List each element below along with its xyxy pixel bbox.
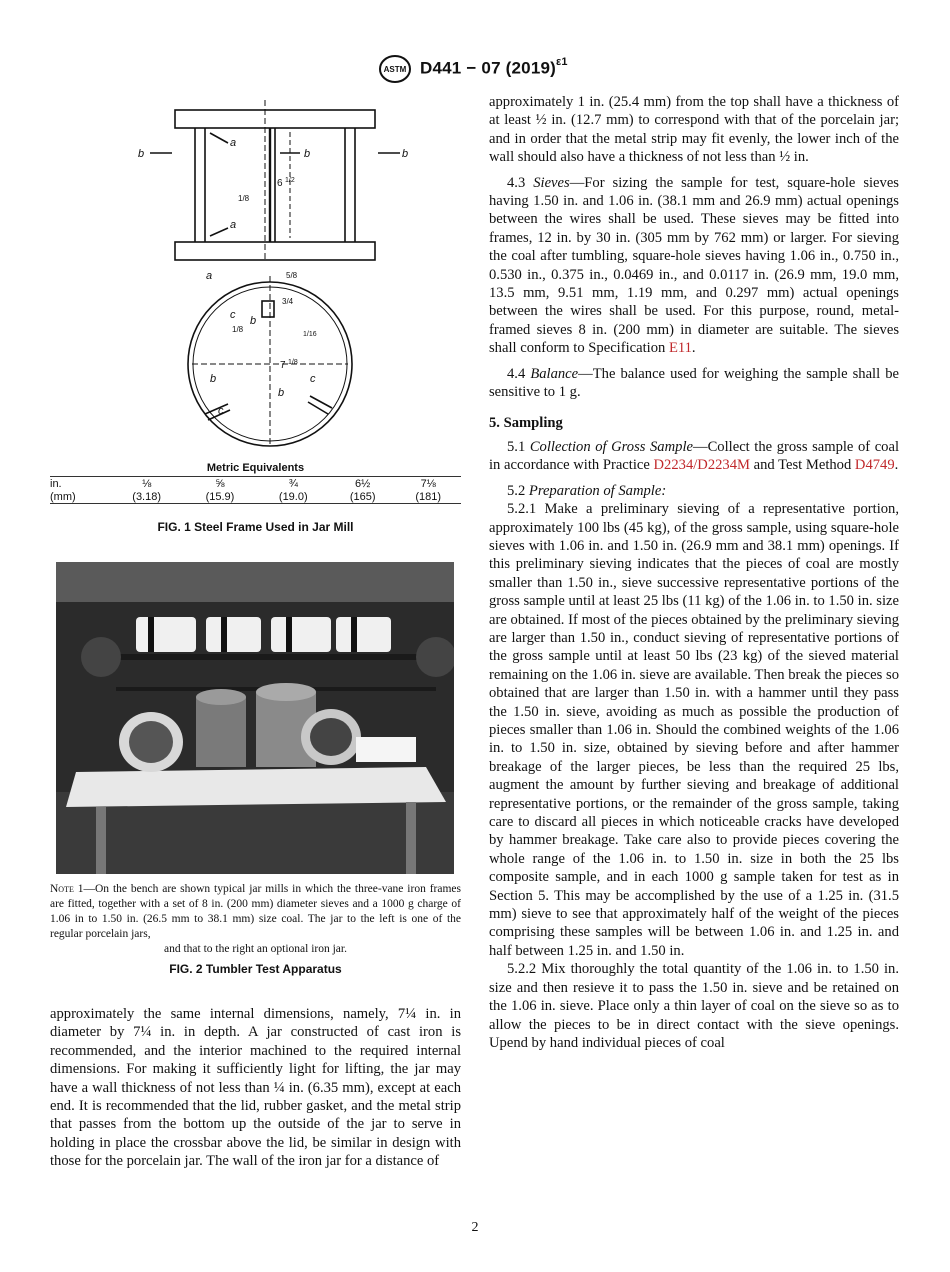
svg-text:ASTM: ASTM — [383, 65, 407, 74]
figure-2-caption: FIG. 2 Tumbler Test Apparatus — [169, 962, 342, 976]
section-4-4: 4.4 Balance—The balance used for weighing the sample shall be sensitive to 1 g. — [489, 365, 899, 401]
metric-equivalents-title: Metric Equivalents — [206, 462, 305, 474]
page-header — [0, 54, 950, 84]
note-last-line: and that to the right an optional iron jar. — [163, 943, 347, 955]
svg-text:1/8: 1/8 — [288, 359, 298, 366]
tumbler-apparatus-photo — [56, 562, 454, 874]
page-number: 2 — [471, 1220, 479, 1235]
svg-text:c: c — [310, 373, 316, 385]
svg-text:a: a — [206, 270, 213, 282]
link-d2234[interactable]: D2234/D2234M — [653, 457, 750, 474]
svg-text:b: b — [138, 148, 145, 160]
figure-1-steel-frame-drawing — [110, 96, 440, 462]
section-4-3: 4.3 Sieves—For sizing the sample for test, square-hole sieves having 1.50 in. and 1.06 in. (38.1 mm and 26.9 mm) actual openings between the wires shall be used. These sieves may be fitted into frames, 12 in. by 30 in. (305 mm by 762 mm) or larger. For sieving the coal after tumbling, square-hole sieves having 1.06 in., 0.750 in., 0.530 in., 0.375 in., 0.0469 in., and 0.0117 in. (26.9 mm, 19.0 mm, 13.5 mm, 9.51 mm, 1.19 mm, and 0.297 mm) actual openings between the wires shall be used. For this purpose, round, metal-framed sieves 8 in. (200 mm) in diameter are suitable. The sieves shall conform to Specification E11. — [489, 174, 899, 357]
svg-text:c: c — [218, 405, 224, 417]
svg-text:7: 7 — [280, 360, 286, 371]
left-column — [50, 1005, 461, 1171]
svg-text:b: b — [402, 148, 409, 160]
svg-text:b: b — [278, 387, 285, 399]
svg-text:5/8: 5/8 — [286, 271, 298, 280]
section-5-heading: 5. Sampling — [489, 414, 563, 431]
section-5-2-2: 5.2.2 Mix thoroughly the total quantity of the 1.06 in. to 1.50 in. size and then resieve it to pass the 1.50 in. sieve and be retained on the 1.06 in. sieve. Place only a thin layer of coal on the sieve so as to allow the pieces to be in direct contact with the sieve openings. Upend by hand individual pieces of coal — [489, 961, 899, 1051]
figure-2-note — [50, 882, 461, 957]
svg-text:3/4: 3/4 — [282, 297, 294, 306]
fig1-label-a: a — [230, 137, 237, 149]
svg-text:6: 6 — [277, 178, 283, 189]
section-5-1: 5.1 Collection of Gross Sample—Collect the gross sample of coal in accordance with Practice D2234/D2234M and Test Method D4749. — [489, 438, 900, 474]
astm-logo-icon — [378, 54, 412, 84]
paragraph: approximately 1 in. (25.4 mm) from the top shall have a thickness of at least ½ in. (12.7 mm) to correspond with that of the porcelain jar; and in order that the metal strip may fit evenly, the lower inch of the wall should also have a thickness of not less than ½ in. — [489, 94, 899, 166]
section-5-2-1: 5.2.1 Make a preliminary sieving of a representative portion, approximately 100 lbs (45 kg), of the gross sample, using square-hole sieves with 1.06 in. and 1.50 in. (26.9 mm and 38.1 mm) openings. If this preliminary sieving indicates that the pieces of coal are mostly smaller than 1.50 in., sieve successive representative portions of the gross sample until at least 25 lbs (11 kg) of the 1.06 in. to 1.50 in. size are obtained. If most of the pieces obtained by the preliminary sieving are larger than 1.50 in., conduct sieving of representative portions of the gross sample until at least 50 lbs (23 kg) of the sieved material remaining on the 1.06 in. sieve are available. Then break the pieces so obtained that are larger than 1.50 in. with a hammer until they pass the 1.50 in. sieve, avoiding as much as possible the production of pieces smaller than 1.06 in. Should the combined weights of the 1.06 in. to 1.50 in. size, obtained by sieving before and after hammer breakage of the larger pieces, be less than the required 25 lbs, augment the amount by further sieving and breakage of additional representative portions, or the remainder of the gross sample, taking care to discard all pieces in which noticeable cracks have developed by hammer breakage. Take care also to provide pieces covering the whole range of the 1.06 in. to 1.50 in. size in both the 25 lbs composite sample, and in each 1000 g sample taken for test as in Section 5. This may be accomplished by the use of a 1.25 in. (31.5 mm) sieve to see that approximately half of the weight of the pieces comprising these samples will be between 1.06 in. and 1.25 in. and half between 1.25 in. and 1.50 in. — [489, 501, 899, 959]
section-5-2: 5.2 Preparation of Sample: — [507, 482, 667, 499]
link-d4749[interactable]: D4749 — [854, 457, 895, 474]
svg-text:1/2: 1/2 — [285, 177, 295, 184]
svg-text:a: a — [230, 219, 237, 231]
right-column — [489, 93, 899, 1052]
note-label: Note — [50, 883, 74, 895]
svg-text:1/8: 1/8 — [238, 194, 250, 203]
metric-equivalents-table — [50, 462, 461, 504]
svg-text:c: c — [230, 309, 236, 321]
table-row: in. ⅛ ⅝ ¾ 6½ 7⅛ — [50, 477, 436, 490]
svg-text:b: b — [250, 315, 257, 327]
paragraph: approximately the same internal dimensions, namely, 7¼ in. in diameter by 7¼ in. in depth. A jar constructed of cast iron is recommended, and the interior machined to the required internal dimensions. For making it sufficiently light for lifting, the jar may have a wall thickness of not less than ¼ in. (6.35 mm), except at each end. It is recommended that the lid, rubber gasket, and the metal strip that passes from the bottom up the outside of the jar to serve in holding in place the crossbar above the lid, be similar in design with those for the porcelain jar. The wall of the iron jar for a distance of — [50, 1006, 461, 1170]
svg-text:1/16: 1/16 — [303, 331, 317, 338]
link-e11[interactable]: E11 — [668, 340, 692, 357]
standard-designation: D441 − 07 $(2019)^{\varepsilon 1}$ — [420, 56, 568, 78]
svg-text:b: b — [304, 148, 311, 160]
svg-text:b: b — [210, 373, 217, 385]
note-text: 1—On the bench are shown typical jar mills in which the three-vane iron frames are fitted, together with a set of 8 in. (200 mm) diameter sieves and a 1000 g charge of 1.06 in to 1.50 in. (26.5 mm to 38.1 mm) size coal. The jar to the left is one of the regular porcelain jars, — [50, 883, 461, 940]
table-row: (mm) (3.18) (15.9) (19.0) (165) (181) — [50, 490, 442, 503]
svg-text:1/8: 1/8 — [232, 325, 244, 334]
figure-1-caption: FIG. 1 Steel Frame Used in Jar Mill — [157, 520, 354, 534]
